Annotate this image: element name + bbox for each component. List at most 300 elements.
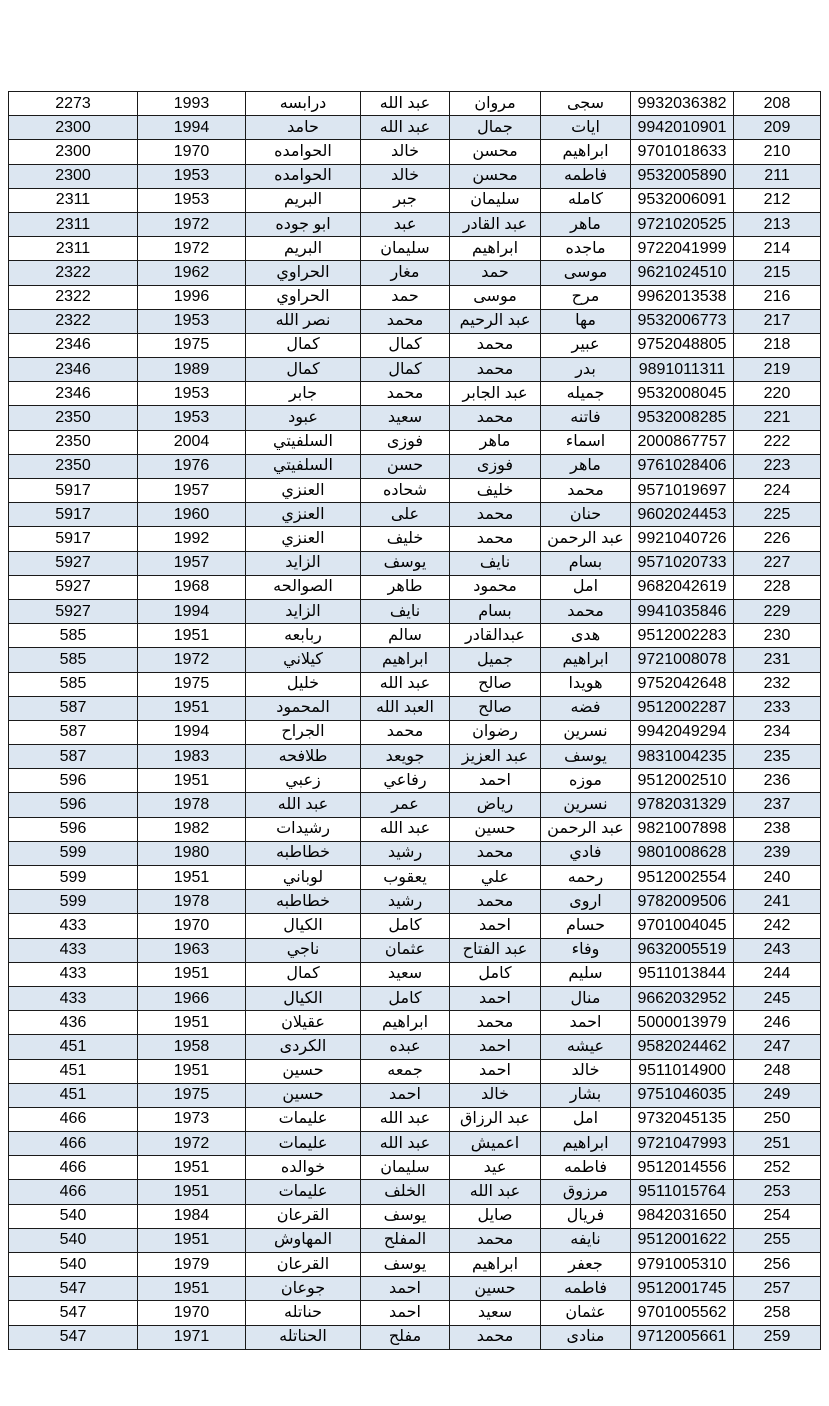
year-cell: 1994 [138,720,246,744]
table-row [9,841,821,865]
year-cell: 1975 [138,672,246,696]
table-row [9,309,821,333]
grandfather-name-cell: ابراهيم [361,648,450,672]
national-id-cell: 9921040726 [631,527,734,551]
code-cell: 599 [9,866,138,890]
grandfather-name-cell: عبد الله [361,92,450,116]
family-name-cell: ابو جوده [246,212,361,236]
first-name-cell: هويدا [541,672,631,696]
father-name-cell: سليمان [450,188,541,212]
first-name-cell: ابراهيم [541,140,631,164]
family-name-cell: عليمات [246,1132,361,1156]
first-name-cell: موزه [541,769,631,793]
row-number-cell: 209 [734,116,821,140]
table-row [9,1083,821,1107]
first-name-cell: فاطمه [541,164,631,188]
row-number-cell: 233 [734,696,821,720]
first-name-cell: ابراهيم [541,1132,631,1156]
code-cell: 2322 [9,261,138,285]
grandfather-name-cell: سليمان [361,237,450,261]
code-cell: 466 [9,1156,138,1180]
national-id-cell: 9752042648 [631,672,734,696]
table-row [9,1228,821,1252]
grandfather-name-cell: نايف [361,599,450,623]
row-number-cell: 222 [734,430,821,454]
father-name-cell: كامل [450,962,541,986]
year-cell: 1975 [138,1083,246,1107]
row-number-cell: 245 [734,986,821,1010]
first-name-cell: امل [541,1107,631,1131]
national-id-cell: 9942010901 [631,116,734,140]
first-name-cell: عبد الرحمن [541,817,631,841]
year-cell: 1984 [138,1204,246,1228]
code-cell: 436 [9,1011,138,1035]
family-name-cell: كمال [246,358,361,382]
national-id-cell: 9942049294 [631,720,734,744]
table-row [9,817,821,841]
national-id-cell: 9782009506 [631,890,734,914]
national-id-cell: 9512014556 [631,1156,734,1180]
national-id-cell: 2000867757 [631,430,734,454]
family-name-cell: حامد [246,116,361,140]
grandfather-name-cell: احمد [361,1083,450,1107]
grandfather-name-cell: حمد [361,285,450,309]
row-number-cell: 225 [734,503,821,527]
father-name-cell: عبد الجابر [450,382,541,406]
father-name-cell: رياض [450,793,541,817]
table-row [9,1156,821,1180]
grandfather-name-cell: عبد الله [361,672,450,696]
grandfather-name-cell: حسن [361,454,450,478]
family-name-cell: العنزي [246,527,361,551]
year-cell: 1980 [138,841,246,865]
year-cell: 1957 [138,551,246,575]
father-name-cell: اعميش [450,1132,541,1156]
national-id-cell: 9721047993 [631,1132,734,1156]
row-number-cell: 217 [734,309,821,333]
year-cell: 1960 [138,503,246,527]
father-name-cell: جمال [450,116,541,140]
year-cell: 1978 [138,793,246,817]
national-id-cell: 9512001745 [631,1277,734,1301]
national-id-cell: 9512002510 [631,769,734,793]
first-name-cell: منادى [541,1325,631,1349]
table-row [9,382,821,406]
first-name-cell: ابراهيم [541,648,631,672]
father-name-cell: محمد [450,527,541,551]
code-cell: 2311 [9,212,138,236]
national-id-cell: 9532006773 [631,309,734,333]
year-cell: 1992 [138,527,246,551]
table-row [9,769,821,793]
father-name-cell: صايل [450,1204,541,1228]
family-name-cell: الحراوي [246,285,361,309]
family-name-cell: المهاوش [246,1228,361,1252]
row-number-cell: 231 [734,648,821,672]
grandfather-name-cell: محمد [361,382,450,406]
code-cell: 433 [9,914,138,938]
first-name-cell: هدى [541,624,631,648]
father-name-cell: موسى [450,285,541,309]
grandfather-name-cell: محمد [361,720,450,744]
code-cell: 585 [9,672,138,696]
code-cell: 2311 [9,188,138,212]
national-id-cell: 5000013979 [631,1011,734,1035]
code-cell: 596 [9,769,138,793]
table-row [9,624,821,648]
grandfather-name-cell: خليف [361,527,450,551]
family-name-cell: حناتله [246,1301,361,1325]
national-id-cell: 9721020525 [631,212,734,236]
table-row [9,503,821,527]
code-cell: 596 [9,793,138,817]
father-name-cell: عبد الرحيم [450,309,541,333]
table-row [9,914,821,938]
first-name-cell: عبد الرحمن [541,527,631,551]
family-name-cell: خطاطبه [246,890,361,914]
year-cell: 1953 [138,406,246,430]
grandfather-name-cell: الخلف [361,1180,450,1204]
code-cell: 5917 [9,527,138,551]
table-row [9,1325,821,1349]
father-name-cell: رضوان [450,720,541,744]
family-name-cell: الكيال [246,914,361,938]
year-cell: 1978 [138,890,246,914]
table-row [9,188,821,212]
table-row [9,793,821,817]
first-name-cell: فاطمه [541,1156,631,1180]
year-cell: 1962 [138,261,246,285]
code-cell: 547 [9,1277,138,1301]
national-id-cell: 9801008628 [631,841,734,865]
year-cell: 1953 [138,309,246,333]
year-cell: 1951 [138,866,246,890]
year-cell: 1971 [138,1325,246,1349]
first-name-cell: سجى [541,92,631,116]
row-number-cell: 249 [734,1083,821,1107]
row-number-cell: 214 [734,237,821,261]
table-row [9,745,821,769]
table-body [9,92,821,1350]
row-number-cell: 232 [734,672,821,696]
table-row [9,1107,821,1131]
first-name-cell: كامله [541,188,631,212]
row-number-cell: 241 [734,890,821,914]
table-row [9,92,821,116]
table-row [9,479,821,503]
grandfather-name-cell: خالد [361,164,450,188]
father-name-cell: فوزى [450,454,541,478]
father-name-cell: محسن [450,164,541,188]
family-name-cell: عليمات [246,1107,361,1131]
table-row [9,212,821,236]
father-name-cell: ابراهيم [450,237,541,261]
national-id-cell: 9512002554 [631,866,734,890]
year-cell: 1957 [138,479,246,503]
row-number-cell: 235 [734,745,821,769]
year-cell: 1968 [138,575,246,599]
row-number-cell: 242 [734,914,821,938]
year-cell: 1993 [138,92,246,116]
national-id-cell: 9662032952 [631,986,734,1010]
row-number-cell: 255 [734,1228,821,1252]
code-cell: 2322 [9,309,138,333]
year-cell: 1982 [138,817,246,841]
first-name-cell: جعفر [541,1253,631,1277]
code-cell: 2311 [9,237,138,261]
national-id-cell: 9512002283 [631,624,734,648]
code-cell: 466 [9,1132,138,1156]
grandfather-name-cell: يوسف [361,1253,450,1277]
row-number-cell: 234 [734,720,821,744]
code-cell: 599 [9,890,138,914]
table-row [9,1204,821,1228]
national-id-cell: 9511013844 [631,962,734,986]
family-name-cell: الكيال [246,986,361,1010]
code-cell: 451 [9,1059,138,1083]
grandfather-name-cell: محمد [361,309,450,333]
table-row [9,575,821,599]
table-row [9,866,821,890]
family-name-cell: الصوالحه [246,575,361,599]
code-cell: 540 [9,1253,138,1277]
grandfather-name-cell: رفاعي [361,769,450,793]
family-name-cell: الجراح [246,720,361,744]
national-id-cell: 9701004045 [631,914,734,938]
grandfather-name-cell: سعيد [361,406,450,430]
code-cell: 2350 [9,406,138,430]
father-name-cell: احمد [450,914,541,938]
national-id-cell: 9941035846 [631,599,734,623]
code-cell: 2350 [9,454,138,478]
table-row [9,140,821,164]
father-name-cell: محمد [450,841,541,865]
family-name-cell: عبود [246,406,361,430]
year-cell: 1966 [138,986,246,1010]
row-number-cell: 208 [734,92,821,116]
national-id-cell: 9721008078 [631,648,734,672]
first-name-cell: فاتنه [541,406,631,430]
family-name-cell: خطاطبه [246,841,361,865]
first-name-cell: بشار [541,1083,631,1107]
year-cell: 1972 [138,237,246,261]
first-name-cell: ماهر [541,454,631,478]
father-name-cell: نايف [450,551,541,575]
family-name-cell: رشيدات [246,817,361,841]
table-row [9,358,821,382]
national-id-cell: 9752048805 [631,333,734,357]
row-number-cell: 243 [734,938,821,962]
row-number-cell: 215 [734,261,821,285]
table-row [9,1180,821,1204]
first-name-cell: عيشه [541,1035,631,1059]
grandfather-name-cell: سليمان [361,1156,450,1180]
father-name-cell: محمد [450,1325,541,1349]
grandfather-name-cell: شحاده [361,479,450,503]
family-name-cell: الزايد [246,599,361,623]
row-number-cell: 253 [734,1180,821,1204]
national-id-cell: 9722041999 [631,237,734,261]
grandfather-name-cell: عبد الله [361,817,450,841]
first-name-cell: مرح [541,285,631,309]
year-cell: 1994 [138,599,246,623]
year-cell: 1951 [138,1277,246,1301]
table-row [9,1011,821,1035]
row-number-cell: 254 [734,1204,821,1228]
year-cell: 2004 [138,430,246,454]
table-row [9,164,821,188]
table-row [9,237,821,261]
year-cell: 1976 [138,454,246,478]
first-name-cell: احمد [541,1011,631,1035]
family-name-cell: عبد الله [246,793,361,817]
row-number-cell: 213 [734,212,821,236]
table-row [9,1059,821,1083]
family-name-cell: البريم [246,237,361,261]
year-cell: 1951 [138,1011,246,1035]
national-id-cell: 9962013538 [631,285,734,309]
first-name-cell: فادي [541,841,631,865]
grandfather-name-cell: جبر [361,188,450,212]
grandfather-name-cell: يوسف [361,1204,450,1228]
father-name-cell: عبد الفتاح [450,938,541,962]
code-cell: 5927 [9,575,138,599]
code-cell: 5927 [9,551,138,575]
father-name-cell: محمد [450,890,541,914]
first-name-cell: حنان [541,503,631,527]
grandfather-name-cell: العبد الله [361,696,450,720]
table-row [9,454,821,478]
national-id-cell: 9842031650 [631,1204,734,1228]
code-cell: 585 [9,624,138,648]
father-name-cell: محمد [450,333,541,357]
national-id-cell: 9732045135 [631,1107,734,1131]
table-row [9,1253,821,1277]
row-number-cell: 257 [734,1277,821,1301]
father-name-cell: صالح [450,672,541,696]
year-cell: 1970 [138,1301,246,1325]
code-cell: 2346 [9,333,138,357]
father-name-cell: محمود [450,575,541,599]
row-number-cell: 224 [734,479,821,503]
table-row [9,551,821,575]
row-number-cell: 229 [734,599,821,623]
father-name-cell: عبدالقادر [450,624,541,648]
father-name-cell: عبد الله [450,1180,541,1204]
code-cell: 596 [9,817,138,841]
grandfather-name-cell: مغار [361,261,450,285]
family-name-cell: الحوامده [246,164,361,188]
row-number-cell: 240 [734,866,821,890]
father-name-cell: علي [450,866,541,890]
national-id-cell: 9701005562 [631,1301,734,1325]
first-name-cell: نايفه [541,1228,631,1252]
father-name-cell: مروان [450,92,541,116]
table-row [9,696,821,720]
first-name-cell: وفاء [541,938,631,962]
father-name-cell: عبد القادر [450,212,541,236]
grandfather-name-cell: كمال [361,333,450,357]
code-cell: 5917 [9,479,138,503]
national-id-cell: 9782031329 [631,793,734,817]
father-name-cell: احمد [450,1035,541,1059]
father-name-cell: حسين [450,817,541,841]
family-name-cell: عقيلان [246,1011,361,1035]
row-number-cell: 259 [734,1325,821,1349]
family-name-cell: البريم [246,188,361,212]
table-row [9,116,821,140]
first-name-cell: ماجده [541,237,631,261]
national-id-cell: 9791005310 [631,1253,734,1277]
first-name-cell: نسرين [541,793,631,817]
father-name-cell: بسام [450,599,541,623]
row-number-cell: 237 [734,793,821,817]
year-cell: 1951 [138,1180,246,1204]
code-cell: 5927 [9,599,138,623]
first-name-cell: منال [541,986,631,1010]
first-name-cell: موسى [541,261,631,285]
father-name-cell: عيد [450,1156,541,1180]
national-id-cell: 9891011311 [631,358,734,382]
grandfather-name-cell: طاهر [361,575,450,599]
family-name-cell: السلفيتي [246,454,361,478]
row-number-cell: 221 [734,406,821,430]
code-cell: 587 [9,745,138,769]
father-name-cell: جميل [450,648,541,672]
row-number-cell: 220 [734,382,821,406]
family-name-cell: ربابعه [246,624,361,648]
grandfather-name-cell: كمال [361,358,450,382]
year-cell: 1951 [138,696,246,720]
row-number-cell: 236 [734,769,821,793]
family-name-cell: كمال [246,962,361,986]
national-id-cell: 9532006091 [631,188,734,212]
row-number-cell: 246 [734,1011,821,1035]
code-cell: 547 [9,1325,138,1349]
father-name-cell: محمد [450,503,541,527]
father-name-cell: خالد [450,1083,541,1107]
table-row [9,599,821,623]
grandfather-name-cell: عبد الله [361,116,450,140]
first-name-cell: بسام [541,551,631,575]
grandfather-name-cell: رشيد [361,841,450,865]
family-name-cell: درابسه [246,92,361,116]
grandfather-name-cell: رشيد [361,890,450,914]
father-name-cell: محمد [450,1228,541,1252]
year-cell: 1972 [138,1132,246,1156]
year-cell: 1951 [138,769,246,793]
code-cell: 540 [9,1204,138,1228]
national-id-cell: 9532005890 [631,164,734,188]
code-cell: 587 [9,696,138,720]
table-row [9,261,821,285]
table-row [9,938,821,962]
family-name-cell: المحمود [246,696,361,720]
national-id-cell: 9632005519 [631,938,734,962]
first-name-cell: اسماء [541,430,631,454]
first-name-cell: محمد [541,479,631,503]
row-number-cell: 238 [734,817,821,841]
year-cell: 1951 [138,1156,246,1180]
family-name-cell: العنزي [246,503,361,527]
first-name-cell: خالد [541,1059,631,1083]
table-row [9,1035,821,1059]
first-name-cell: اروى [541,890,631,914]
grandfather-name-cell: جمعه [361,1059,450,1083]
table-row [9,672,821,696]
national-id-cell: 9511014900 [631,1059,734,1083]
first-name-cell: ماهر [541,212,631,236]
